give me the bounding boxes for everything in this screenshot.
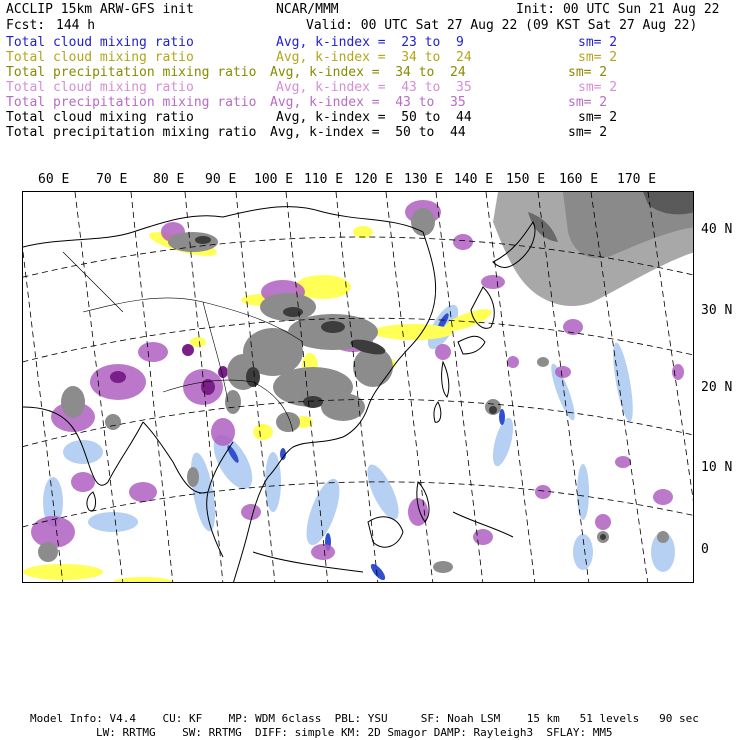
lat-label: 10 N (701, 460, 733, 475)
legend-range: Avg, k-index = 23 to 9 (276, 35, 464, 50)
lat-label: 20 N (701, 380, 733, 395)
lon-label: 60 E (38, 172, 70, 187)
legend-range: Avg, k-index = 50 to 44 (276, 110, 472, 125)
lon-label: 110 E (304, 172, 344, 187)
legend-field-name: Total cloud mixing ratio (6, 35, 194, 50)
fcst-label: Fcst: (6, 18, 46, 33)
legend-smoothing: sm= 2 (568, 65, 608, 80)
legend-range: Avg, k-index = 43 to 35 (270, 95, 466, 110)
legend-field-name: Total precipitation mixing ratio (6, 65, 257, 80)
legend-field-name: Total precipitation mixing ratio (6, 95, 257, 110)
valid-time: Valid: 00 UTC Sat 27 Aug 22 (09 KST Sat 27 Aug 22) (306, 18, 698, 33)
lat-label: 0 (701, 542, 709, 557)
legend-smoothing: sm= 2 (578, 50, 618, 65)
legend-field-name: Total precipitation mixing ratio (6, 125, 257, 140)
org-label: NCAR/MMM (276, 2, 339, 17)
legend-row (6, 65, 736, 80)
lon-label: 70 E (96, 172, 128, 187)
fcst-hours: 144 h (56, 18, 96, 33)
legend-range: Avg, k-index = 34 to 24 (270, 65, 466, 80)
legend-range: Avg, k-index = 50 to 44 (270, 125, 466, 140)
lon-label: 130 E (404, 172, 444, 187)
map-panel (22, 191, 694, 583)
legend-range: Avg, k-index = 43 to 35 (276, 80, 472, 95)
legend-row (6, 95, 736, 110)
legend-range: Avg, k-index = 34 to 24 (276, 50, 472, 65)
legend-field-name: Total cloud mixing ratio (6, 80, 194, 95)
lat-label: 40 N (701, 222, 733, 237)
lon-label: 170 E (617, 172, 657, 187)
lon-label: 90 E (205, 172, 237, 187)
lon-label: 80 E (153, 172, 185, 187)
legend-field-name: Total cloud mixing ratio (6, 50, 194, 65)
lon-label: 100 E (254, 172, 294, 187)
northeast-cloud-mass (493, 192, 694, 306)
lat-label: 30 N (701, 303, 733, 318)
legend-smoothing: sm= 2 (578, 110, 618, 125)
legend-smoothing: sm= 2 (568, 95, 608, 110)
legend-row (6, 80, 736, 95)
legend-row (6, 110, 736, 125)
legend-smoothing: sm= 2 (578, 80, 618, 95)
legend-smoothing: sm= 2 (578, 35, 618, 50)
init-time: Init: 00 UTC Sun 21 Aug 22 (516, 2, 720, 17)
legend-row (6, 125, 736, 140)
legend-field-name: Total cloud mixing ratio (6, 110, 194, 125)
model-info-line1: Model Info: V4.4 CU: KF MP: WDM 6class PBL: YSU SF: Noah LSM 15 km 51 levels 90 sec (30, 712, 699, 725)
legend-row (6, 35, 736, 50)
model-info-line2: LW: RRTMG SW: RRTMG DIFF: simple KM: 2D Smagor DAMP: Rayleigh3 SFLAY: MM5 (96, 726, 613, 739)
legend-row (6, 50, 736, 65)
lon-label: 150 E (506, 172, 546, 187)
lon-label: 140 E (454, 172, 494, 187)
forecast-map (23, 192, 694, 583)
lon-label: 120 E (354, 172, 394, 187)
lon-label: 160 E (559, 172, 599, 187)
model-title: ACCLIP 15km ARW-GFS init (6, 2, 194, 17)
legend-smoothing: sm= 2 (568, 125, 608, 140)
